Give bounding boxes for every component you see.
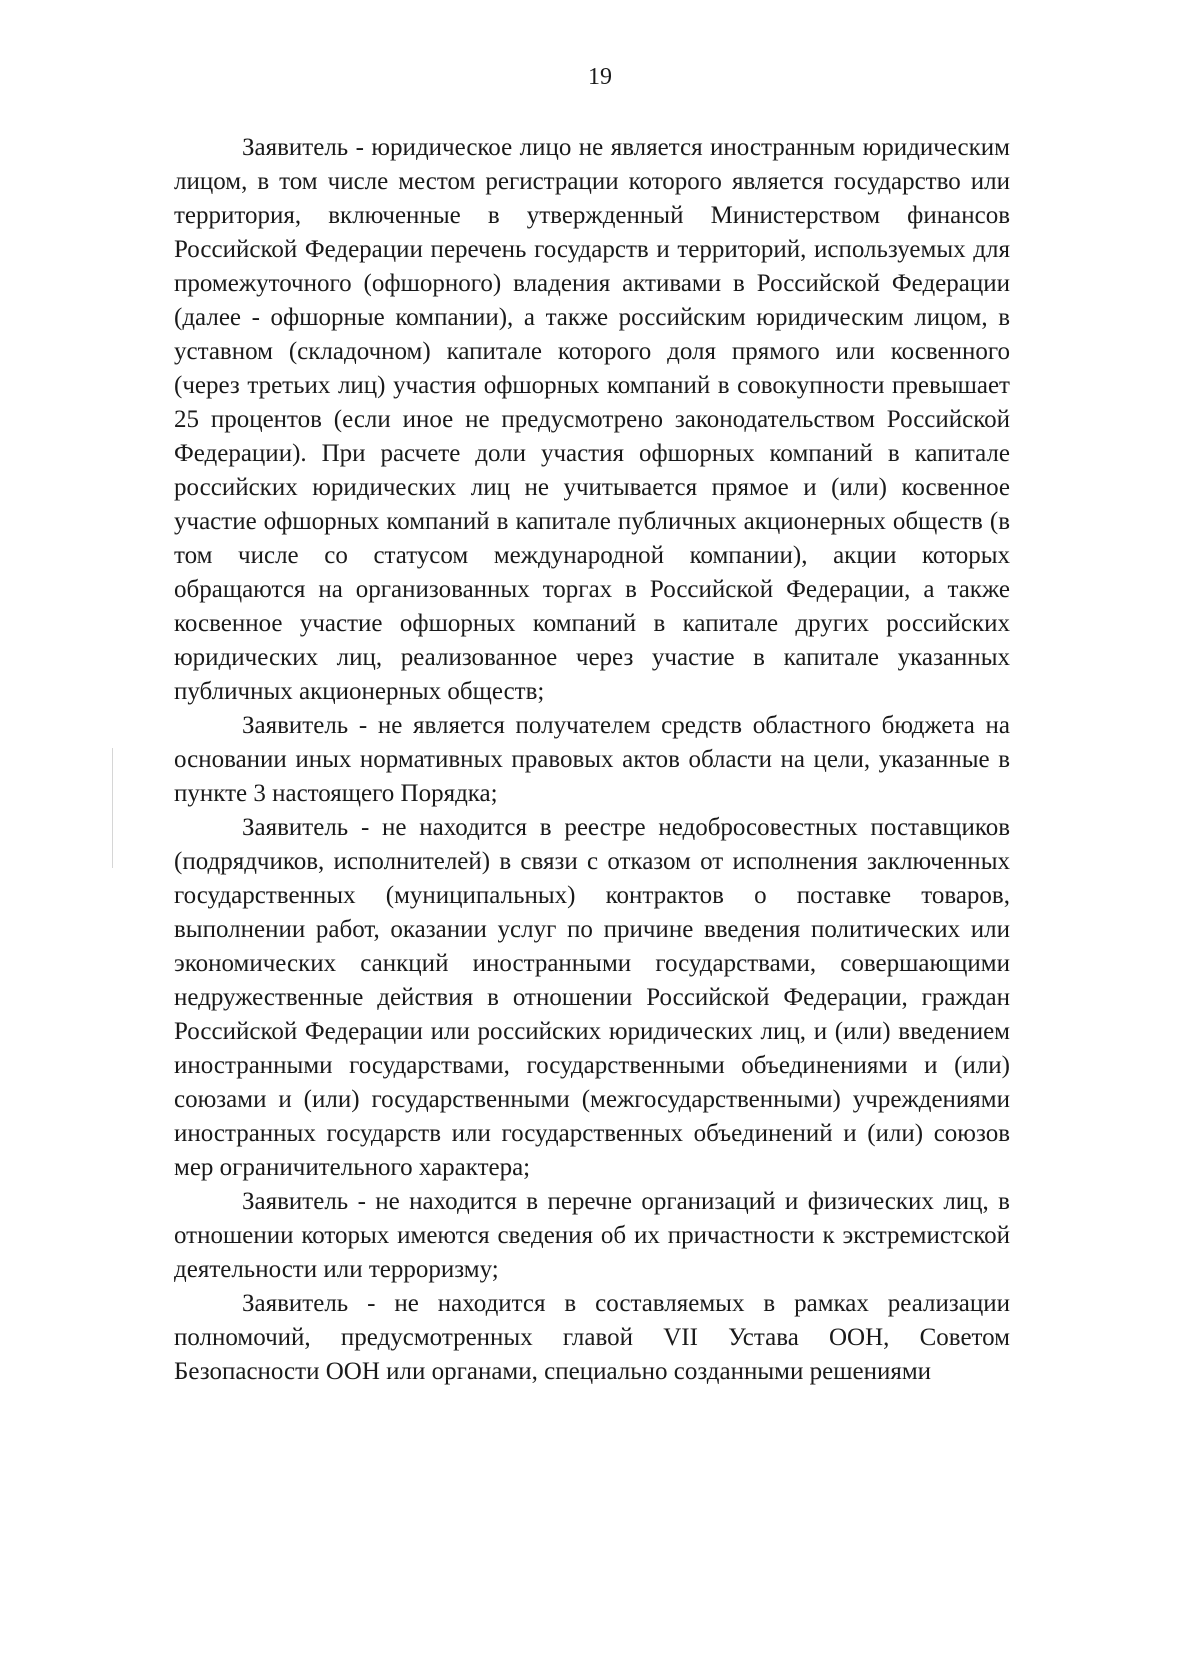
paragraph-budget-recipient: Заявитель - не является получателем средств областного бюджета на основании иных нормативных правовых актов области на цели, указанные в пункте 3 настоящего Порядка;: [174, 712, 1010, 807]
paragraph-extremism-list: Заявитель - не находится в перечне организаций и физических лиц, в отношении которых имеются сведения об их причастности к экстремистской деятельности или терроризму;: [174, 1188, 1010, 1283]
scan-artifact-line: [112, 748, 113, 868]
paragraph-un-security-council-lists: Заявитель - не находится в составляемых в рамках реализации полномочий, предусмотренных главой VII Устава ООН, Советом Безопасности ООН или органами, специально созданными решениями: [174, 1290, 1010, 1385]
document-body: [174, 131, 1010, 1389]
paragraph-unfair-suppliers-registry: Заявитель - не находится в реестре недобросовестных поставщиков (подрядчиков, исполнителей) в связи с отказом от исполнения заключенных государственных (муниципальных) контрактов о поставке товаров, выполнении работ, оказании услуг по причине введения политических или экономических санкций иностранными государствами, совершающими недружественные действия в отношении Российской Федерации, граждан Российской Федерации или российских юридических лиц, и (или) введением иностранными государствами, государственными объединениями и (или) союзами и (или) государственными (межгосударственными) учреждениями иностранных государств или государственных объединений и (или) союзов мер ограничительного характера;: [174, 814, 1010, 1181]
paragraph-offshore-companies: Заявитель - юридическое лицо не является иностранным юридическим лицом, в том числе местом регистрации которого является государство или территория, включенные в утвержденный Министерством финансов Российской Федерации перечень государств и территорий, используемых для промежуточного (офшорного) владения активами в Российской Федерации (далее - офшорные компании), а также российским юридическим лицом, в уставном (складочном) капитале которого доля прямого или косвенного (через третьих лиц) участия офшорных компаний в совокупности превышает 25 процентов (если иное не предусмотрено законодательством Российской Федерации). При расчете доли участия офшорных компаний в капитале российских юридических лиц не учитывается прямое и (или) косвенное участие офшорных компаний в капитале публичных акционерных обществ (в том числе со статусом международной компании), акции которых обращаются на организованных торгах в Российской Федерации, а также косвенное участие офшорных компаний в капитале других российских юридических лиц, реализованное через участие в капитале указанных публичных акционерных обществ;: [174, 134, 1010, 705]
page-number: 19: [588, 64, 612, 90]
